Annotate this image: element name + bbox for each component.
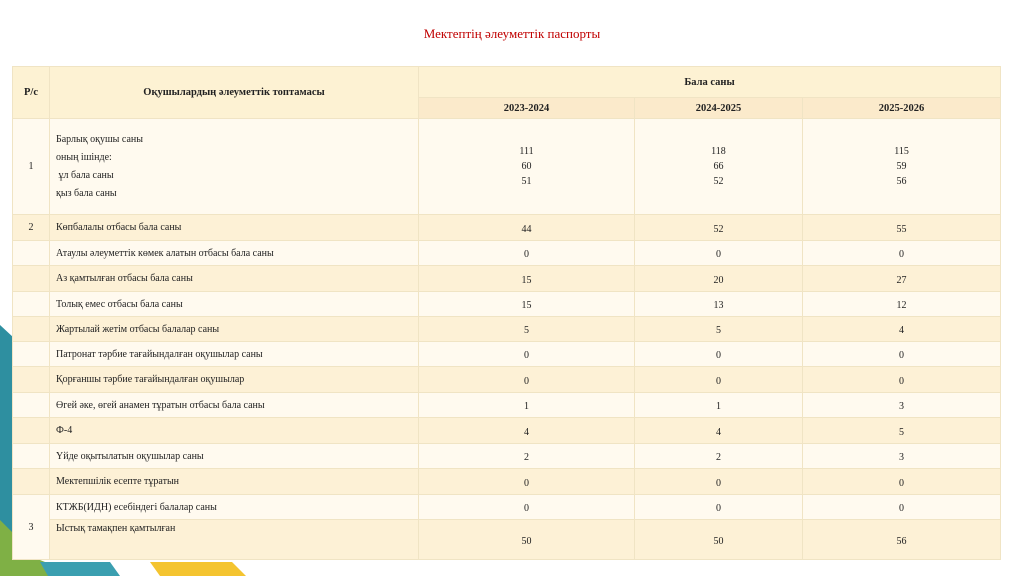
value-cell: 55 bbox=[803, 215, 1001, 241]
row-number bbox=[13, 469, 50, 495]
value-cell: 56 bbox=[803, 520, 1001, 560]
value: 111 bbox=[519, 146, 534, 157]
value-cell: 20 bbox=[635, 266, 803, 292]
value-cell: 3 bbox=[803, 444, 1001, 469]
value: 60 bbox=[521, 161, 532, 172]
row-label: КТЖБ(ИДН) есебіндегі балалар саны bbox=[50, 495, 419, 520]
value-cell bbox=[635, 119, 803, 215]
table-row bbox=[13, 367, 1001, 393]
value: 115 bbox=[894, 146, 909, 157]
value-cell: 3 bbox=[803, 393, 1001, 418]
header-category: Оқушылардың әлеуметтік топтамасы bbox=[50, 67, 419, 119]
value-cell: 0 bbox=[419, 367, 635, 393]
value: 59 bbox=[896, 161, 907, 172]
value-cell bbox=[419, 119, 635, 215]
label-line: Барлық оқушы саны bbox=[56, 133, 143, 145]
table-row bbox=[13, 444, 1001, 469]
value-cell: 15 bbox=[419, 266, 635, 292]
value: 52 bbox=[713, 176, 724, 187]
value: 56 bbox=[896, 176, 907, 187]
row-label: Атаулы әлеуметтік көмек алатын отбасы бала саны bbox=[50, 241, 419, 266]
value-cell: 0 bbox=[803, 241, 1001, 266]
table-row bbox=[13, 418, 1001, 444]
value-cell: 5 bbox=[419, 317, 635, 342]
value-cell: 0 bbox=[803, 367, 1001, 393]
value-cell: 0 bbox=[803, 469, 1001, 495]
value-cell: 0 bbox=[635, 241, 803, 266]
row-label: Үйде оқытылатын оқушылар саны bbox=[50, 444, 419, 469]
header-year-3: 2025-2026 bbox=[803, 98, 1001, 119]
row-label: Ыстық тамақпен қамтылған bbox=[50, 520, 419, 560]
row-label: Толық емес отбасы бала саны bbox=[50, 292, 419, 317]
value-cell: 15 bbox=[419, 292, 635, 317]
value-cell: 2 bbox=[635, 444, 803, 469]
value-cell: 5 bbox=[803, 418, 1001, 444]
row-number: 1 bbox=[13, 119, 50, 215]
value-cell: 0 bbox=[803, 342, 1001, 367]
value-cell: 0 bbox=[419, 469, 635, 495]
row-number: 2 bbox=[13, 215, 50, 241]
label-line: қыз бала саны bbox=[56, 187, 117, 199]
table-row bbox=[13, 119, 1001, 215]
yellow-stripe-shape bbox=[150, 562, 246, 576]
header-child-count: Бала саны bbox=[419, 67, 1001, 98]
value-cell: 5 bbox=[635, 317, 803, 342]
table-row bbox=[13, 317, 1001, 342]
value-cell: 0 bbox=[635, 469, 803, 495]
value: 51 bbox=[521, 176, 532, 187]
row-number bbox=[13, 418, 50, 444]
social-passport-table bbox=[12, 66, 1001, 560]
value-cell: 1 bbox=[635, 393, 803, 418]
value-cell: 0 bbox=[419, 342, 635, 367]
row-number: 3 bbox=[13, 495, 50, 560]
value-cell: 0 bbox=[419, 495, 635, 520]
label-line: ұл бала саны bbox=[56, 169, 114, 181]
row-number bbox=[13, 444, 50, 469]
value-cell: 1 bbox=[419, 393, 635, 418]
table-row bbox=[13, 215, 1001, 241]
value-cell: 4 bbox=[419, 418, 635, 444]
header-year-2: 2024-2025 bbox=[635, 98, 803, 119]
label-line: оның ішінде: bbox=[56, 151, 112, 163]
table-row bbox=[13, 241, 1001, 266]
teal-bottom-shape bbox=[40, 562, 120, 576]
value-cell bbox=[803, 119, 1001, 215]
row-label: Жартылай жетім отбасы балалар саны bbox=[50, 317, 419, 342]
row-label: Мектепшілік есепте тұратын bbox=[50, 469, 419, 495]
value-cell: 13 bbox=[635, 292, 803, 317]
value-cell: 4 bbox=[635, 418, 803, 444]
row-label: Қорғаншы тәрбие тағайындалған оқушылар bbox=[50, 367, 419, 393]
row-number bbox=[13, 292, 50, 317]
row-number bbox=[13, 393, 50, 418]
value-cell: 52 bbox=[635, 215, 803, 241]
table-row bbox=[13, 495, 1001, 520]
table-row bbox=[13, 266, 1001, 292]
table-row bbox=[13, 342, 1001, 367]
header-year-1: 2023-2024 bbox=[419, 98, 635, 119]
row-label: Патронат тәрбие тағайындалған оқушылар саны bbox=[50, 342, 419, 367]
table-row bbox=[13, 292, 1001, 317]
row-number bbox=[13, 241, 50, 266]
value-cell: 0 bbox=[635, 495, 803, 520]
value-cell: 0 bbox=[419, 241, 635, 266]
header-no: Р/с bbox=[13, 67, 50, 119]
row-label: Ф-4 bbox=[50, 418, 419, 444]
value: 66 bbox=[713, 161, 724, 172]
value-cell: 50 bbox=[635, 520, 803, 560]
page-title: Мектептің әлеуметтік паспорты bbox=[423, 26, 601, 41]
value-cell: 44 bbox=[419, 215, 635, 241]
row-number bbox=[13, 266, 50, 292]
value-cell: 0 bbox=[635, 342, 803, 367]
value-cell: 0 bbox=[635, 367, 803, 393]
row-number bbox=[13, 342, 50, 367]
row-label bbox=[50, 119, 419, 215]
row-number bbox=[13, 367, 50, 393]
value-cell: 50 bbox=[419, 520, 635, 560]
value-cell: 12 bbox=[803, 292, 1001, 317]
table-row bbox=[13, 469, 1001, 495]
value-cell: 27 bbox=[803, 266, 1001, 292]
table-row bbox=[13, 393, 1001, 418]
table-row bbox=[13, 520, 1001, 560]
value-cell: 4 bbox=[803, 317, 1001, 342]
value-cell: 2 bbox=[419, 444, 635, 469]
row-label: Аз қамтылған отбасы бала саны bbox=[50, 266, 419, 292]
value-cell: 0 bbox=[803, 495, 1001, 520]
row-number bbox=[13, 317, 50, 342]
row-label: Өгей әке, өгей анамен тұратын отбасы бала саны bbox=[50, 393, 419, 418]
value: 118 bbox=[711, 146, 726, 157]
row-label: Көпбалалы отбасы бала саны bbox=[50, 215, 419, 241]
